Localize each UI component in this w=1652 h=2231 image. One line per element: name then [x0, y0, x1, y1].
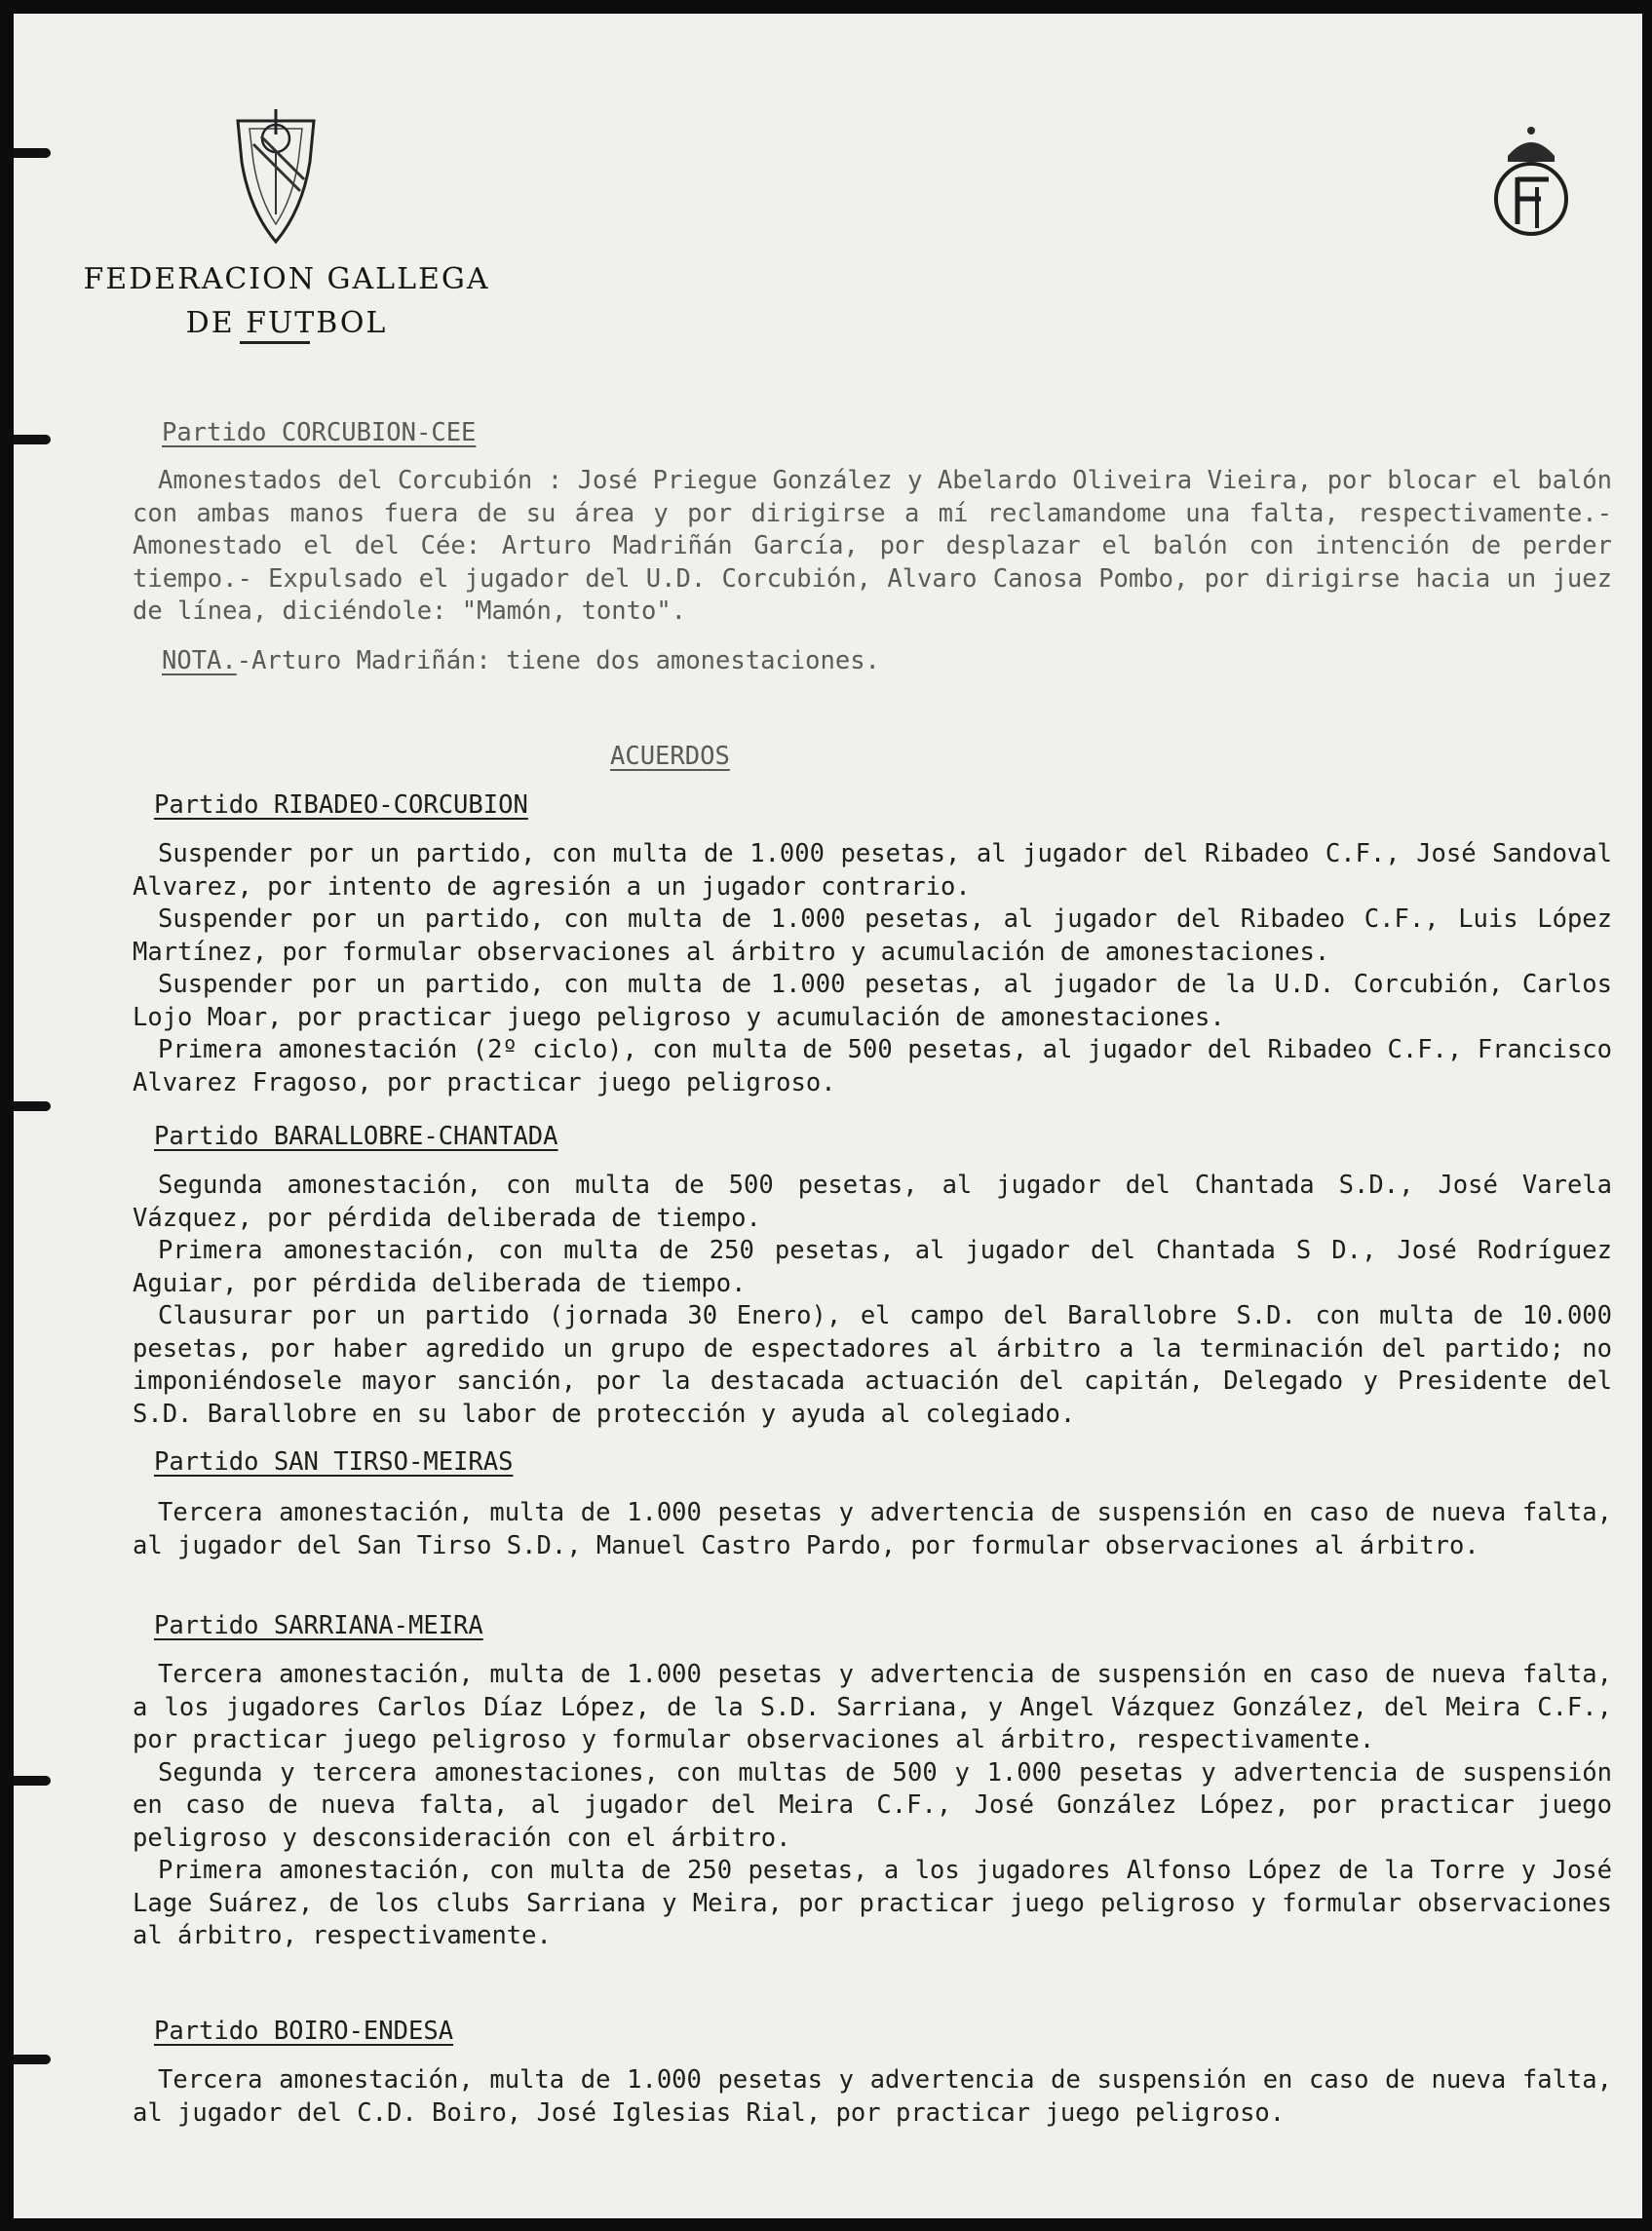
nota-label: NOTA. — [162, 646, 237, 675]
paragraph: Primera amonestación, con multa de 250 pesetas, al jugador del Chantada S D., José Rodríguez Aguiar, por pérdida deliberada de tiempo. — [133, 1236, 1612, 1298]
binder-hole-mark — [14, 435, 51, 444]
paragraph: Suspender por un partido, con multa de 1.000 pesetas, al jugador de la U.D. Corcubión, Carlos Lojo Moar, por practicar juego peligroso y acumulación de amonestaciones. — [133, 970, 1612, 1032]
section-title-sarriana-meira: Partido SARRIANA-MEIRA — [154, 1611, 483, 1640]
binder-hole-mark — [14, 1101, 51, 1111]
section-sarriana-meira-body — [133, 1659, 1612, 1953]
crowned-crest-icon — [1488, 123, 1574, 238]
paragraph: Primera amonestación, con multa de 250 pesetas, a los jugadores Alfonso López de la Torre y José Lage Suárez, de los clubs Sarriana y Meira, por practicar juego peligroso y formular observaciones al árbitro, respectivamente. — [133, 1856, 1612, 1950]
paragraph: Tercera amonestación, multa de 1.000 pesetas y advertencia de suspensión en caso de nueva falta, a los jugadores Carlos Díaz López, de la S.D. Sarriana, y Angel Vázquez González, del Meira C.F., por practicar juego peligroso y formular observaciones al árbitro, respectivamente. — [133, 1660, 1612, 1754]
binder-hole-mark — [14, 148, 51, 158]
section-title-san-tirso-meiras: Partido SAN TIRSO-MEIRAS — [154, 1447, 514, 1477]
paragraph: Suspender por un partido, con multa de 1.000 pesetas, al jugador del Ribadeo C.F., José Sandoval Alvarez, por intento de agresión a un jugador contrario. — [133, 839, 1612, 902]
federation-shield-icon — [232, 105, 320, 246]
paragraph: Clausurar por un partido (jornada 30 Enero), el campo del Barallobre S.D. con multa de 10.000 pesetas, por haber agredido un grupo de espectadores al árbitro a la terminación del partido; no imponiéndosele mayor sanción, por la destacada actuación del capitán, Delegado y Presidente del S.D. Barallobre en su labor de protección y ayuda al colegiado. — [133, 1301, 1612, 1429]
section-title-ribadeo-corcubion: Partido RIBADEO-CORCUBION — [154, 790, 528, 820]
section-boiro-endesa-body — [133, 2064, 1612, 2130]
paragraph: Segunda y tercera amonestaciones, con multas de 500 y 1.000 pesetas y advertencia de suspensión en caso de nueva falta, al jugador del Meira C.F., José González López, por practicar juego peligroso y desconsideración con el árbitro. — [133, 1757, 1612, 1853]
document-page — [14, 14, 1642, 2218]
section-san-tirso-meiras-body — [133, 1497, 1612, 1562]
letterhead-line-1: FEDERACION GALLEGA — [83, 262, 490, 296]
letterhead-line-2: DE FUTBOL — [185, 306, 388, 340]
letterhead-name — [72, 257, 501, 345]
binder-hole-mark — [14, 1776, 51, 1786]
nota-text: -Arturo Madriñán: tiene dos amonestaciones. — [236, 646, 880, 675]
binder-hole-mark — [14, 2055, 51, 2064]
section-ribadeo-corcubion-body — [133, 838, 1612, 1099]
nota-line — [162, 645, 880, 678]
section-title-corcubion-cee: Partido CORCUBION-CEE — [162, 418, 477, 447]
letterhead-rule — [240, 341, 310, 344]
acuerdos-heading: ACUERDOS — [610, 742, 730, 771]
paragraph: Tercera amonestación, multa de 1.000 pesetas y advertencia de suspensión en caso de nueva falta, al jugador del San Tirso S.D., Manuel Castro Pardo, por formular observaciones al árbitro. — [133, 1498, 1612, 1560]
paragraph: Suspender por un partido, con multa de 1.000 pesetas, al jugador del Ribadeo C.F., Luis López Martínez, por formular observaciones al árbitro y acumulación de amonestaciones. — [133, 904, 1612, 967]
section-title-barallobre-chantada: Partido BARALLOBRE-CHANTADA — [154, 1122, 558, 1151]
paragraph: Amonestados del Corcubión : José Priegue González y Abelardo Oliveira Vieira, por blocar el balón con ambas manos fuera de su área y por dirigirse a mí reclamandome una falta, respectivamente.- Amonestado el del Cée: Arturo Madriñán García, por desplazar el balón con intención de perder tiempo.- Expulsado el jugador del U.D. Corcubión, Alvaro Canosa Pombo, por dirigirse hacia un juez de línea, diciéndole: "Mamón, tonto". — [133, 466, 1612, 626]
section-corcubion-cee-body — [133, 465, 1612, 629]
section-title-boiro-endesa: Partido BOIRO-ENDESA — [154, 2017, 454, 2046]
paragraph: Primera amonestación (2º ciclo), con multa de 500 pesetas, al jugador del Ribadeo C.F., Francisco Alvarez Fragoso, por practicar juego peligroso. — [133, 1035, 1612, 1097]
section-barallobre-chantada-body — [133, 1170, 1612, 1431]
paragraph: Segunda amonestación, con multa de 500 pesetas, al jugador del Chantada S.D., José Varela Vázquez, por pérdida deliberada de tiempo. — [133, 1171, 1612, 1233]
paragraph: Tercera amonestación, multa de 1.000 pesetas y advertencia de suspensión en caso de nueva falta, al jugador del C.D. Boiro, José Iglesias Rial, por practicar juego peligroso. — [133, 2065, 1612, 2128]
